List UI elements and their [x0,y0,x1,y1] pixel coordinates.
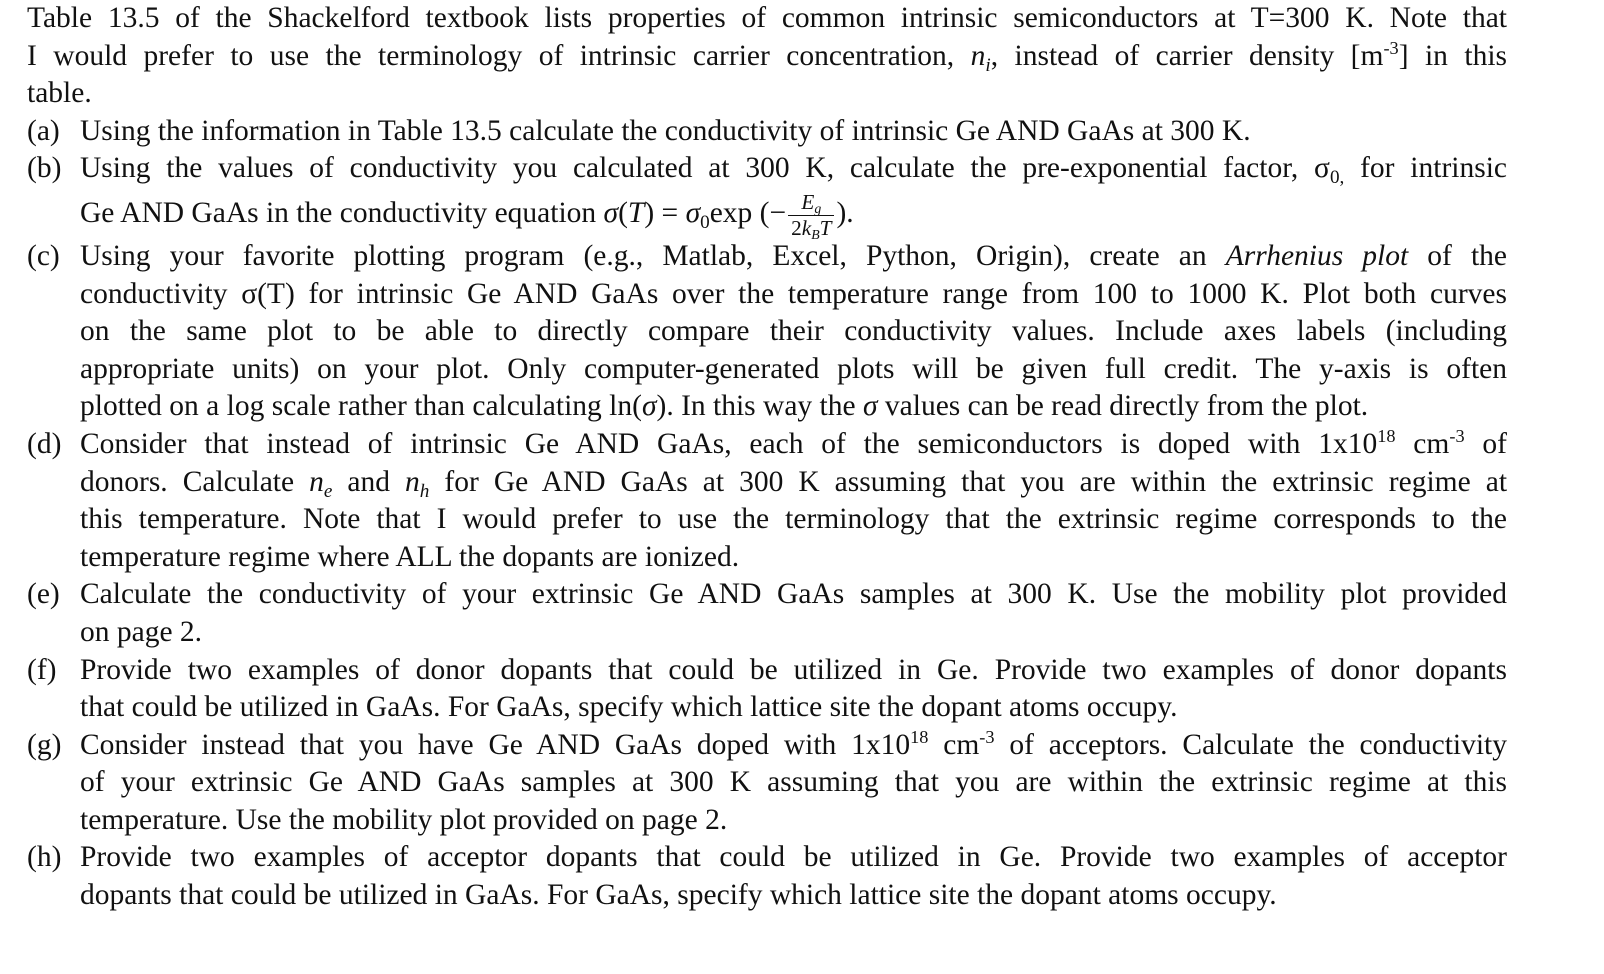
text-run: ( [618,196,628,229]
question-item [27,426,1507,576]
text-isub: i [985,54,991,76]
text-run: values can be read directly from the plot. [877,390,1369,423]
text-run: this temperature. Note that I would prefer to use the terminology that the extrinsic regime corresponds to the [80,503,1507,536]
text-run: and [332,465,406,498]
text-run: table. [27,77,92,110]
problem-document [27,0,1507,915]
text-run: exp (− [709,196,787,229]
text-i: k [801,215,812,240]
text-i: n [309,465,324,498]
text-run: on page 2. [80,615,203,648]
text-i: n [405,465,420,498]
question-list [27,113,1507,915]
question-item [27,150,1507,242]
text-run: dopants that could be utilized in GaAs. For GaAs, specify which lattice site the dopant atoms occupy. [80,879,1277,912]
text-run: Ge AND GaAs in the conductivity equation [80,196,604,229]
text-line [80,388,1507,426]
intro-paragraph [27,0,1507,113]
question-label: (h) [27,841,62,874]
text-line [80,576,1507,614]
text-line [80,652,1507,690]
text-run: appropriate units) on your plot. Only computer-generated plots will be given full credit. The y-axis is often [80,352,1507,385]
text-sup: -3 [1449,425,1465,446]
text-run: temperature. Use the mobility plot provided on page 2. [80,803,728,836]
text-run: on the same plot to be able to directly compare their conductivity values. Include axes labels (including [80,315,1507,348]
text-sup: -3 [979,726,995,747]
text-run: of your extrinsic Ge AND GaAs samples at 300 K assuming that you are within the extrinsic regime at this [80,766,1507,799]
text-run: Provide two examples of acceptor dopants that could be utilized in Ge. Provide two examples of acceptor [80,841,1507,874]
question-item [27,238,1507,426]
text-run: Consider that instead of intrinsic Ge AND GaAs, each of the semiconductors is doped with 1x10 [80,427,1378,460]
text-i: σ [685,196,701,229]
text-run: plotted on a log scale rather than calculating ln( [80,390,642,423]
text-run: conductivity σ(T) for intrinsic Ge AND GaAs over the temperature range from 100 to 1000 K. Plot both curves [80,277,1507,310]
fraction-denominator [788,216,834,240]
text-run: that could be utilized in GaAs. For GaAs, specify which lattice site the dopant atoms occupy. [80,691,1178,724]
text-sub: 0 [700,211,710,233]
text-i: σ [603,196,619,229]
text-run: 2 [791,215,802,240]
text-line [80,877,1507,915]
question-item [27,727,1507,840]
text-line [80,313,1507,351]
text-run: Using the values of conductivity you calculated at 300 K, calculate the pre-exponential factor, σ [80,152,1330,185]
text-sup: 18 [1377,425,1396,446]
text-run: Using the information in Table 13.5 calculate the conductivity of intrinsic Ge AND GaAs at 300 K. [80,114,1251,147]
text-line [27,38,1507,76]
question-item [27,576,1507,651]
text-line [80,188,1507,242]
text-i: T [819,215,832,240]
text-line [27,75,1507,113]
text-isub: h [419,480,430,502]
text-run: cm [1395,427,1450,460]
text-i: σ [862,390,878,423]
text-line [80,839,1507,877]
text-line [80,276,1507,314]
text-line [80,238,1507,276]
question-label: (c) [27,239,60,272]
text-line [80,539,1507,577]
text-line [27,0,1507,38]
text-run: Consider instead that you have Ge AND GaAs doped with 1x10 [80,728,911,761]
text-run: ). [836,196,854,229]
text-run: of acceptors. Calculate the conductivity [994,728,1507,761]
text-line [80,501,1507,539]
text-run: ) = [644,196,686,229]
text-line [80,426,1507,464]
question-label: (e) [27,578,60,611]
text-sub: 0, [1329,167,1345,189]
text-run: I would prefer to use the terminology of intrinsic carrier concentration, [27,39,971,72]
fraction-numerator [788,190,834,215]
text-i: E [801,190,815,215]
question-label: (g) [27,728,62,761]
text-line [80,802,1507,840]
text-run: ] in this [1398,39,1507,72]
text-line [80,113,1507,151]
text-i: T [627,196,645,229]
text-isub: B [811,226,820,242]
text-run: donors. Calculate [80,465,310,498]
text-line [80,764,1507,802]
text-line [80,689,1507,727]
text-run: Table 13.5 of the Shackelford textbook lists properties of common intrinsic semiconductors at T=300 K. Note that [27,2,1507,34]
text-isub: e [323,480,333,502]
question-label: (d) [27,427,62,460]
text-line [80,150,1507,188]
text-run: for Ge AND GaAs at 300 K assuming that you are within the extrinsic regime at [429,465,1508,498]
text-run: , instead of carrier density [m [990,39,1384,72]
fraction [788,190,834,240]
text-line [80,727,1507,765]
text-line [80,351,1507,389]
text-i: σ [641,390,657,423]
text-isub: g [814,201,822,217]
text-run: Provide two examples of donor dopants that could be utilized in Ge. Provide two examples of donor dopants [80,653,1507,686]
text-run: of the [1408,239,1507,272]
question-item [27,839,1507,914]
question-label: (f) [27,653,57,686]
question-label: (a) [27,114,60,147]
text-i: n [970,39,986,72]
text-i: Arrhenius plot [1225,239,1409,272]
question-label: (b) [27,152,62,185]
text-run: Using your favorite plotting program (e.g., Matlab, Excel, Python, Origin), create an [80,239,1226,272]
text-run: ). In this way the [656,390,863,423]
text-run: temperature regime where ALL the dopants are ionized. [80,540,740,573]
question-item [27,113,1507,151]
text-run: of [1464,427,1507,460]
text-sup: 18 [910,726,929,747]
text-line [80,464,1507,502]
question-item [27,652,1507,727]
text-run: Calculate the conductivity of your extrinsic Ge AND GaAs samples at 300 K. Use the mobility plot provided [80,578,1507,611]
text-run: for intrinsic [1344,152,1507,185]
text-run: cm [928,728,980,761]
text-sup: -3 [1383,37,1399,58]
text-line [80,614,1507,652]
